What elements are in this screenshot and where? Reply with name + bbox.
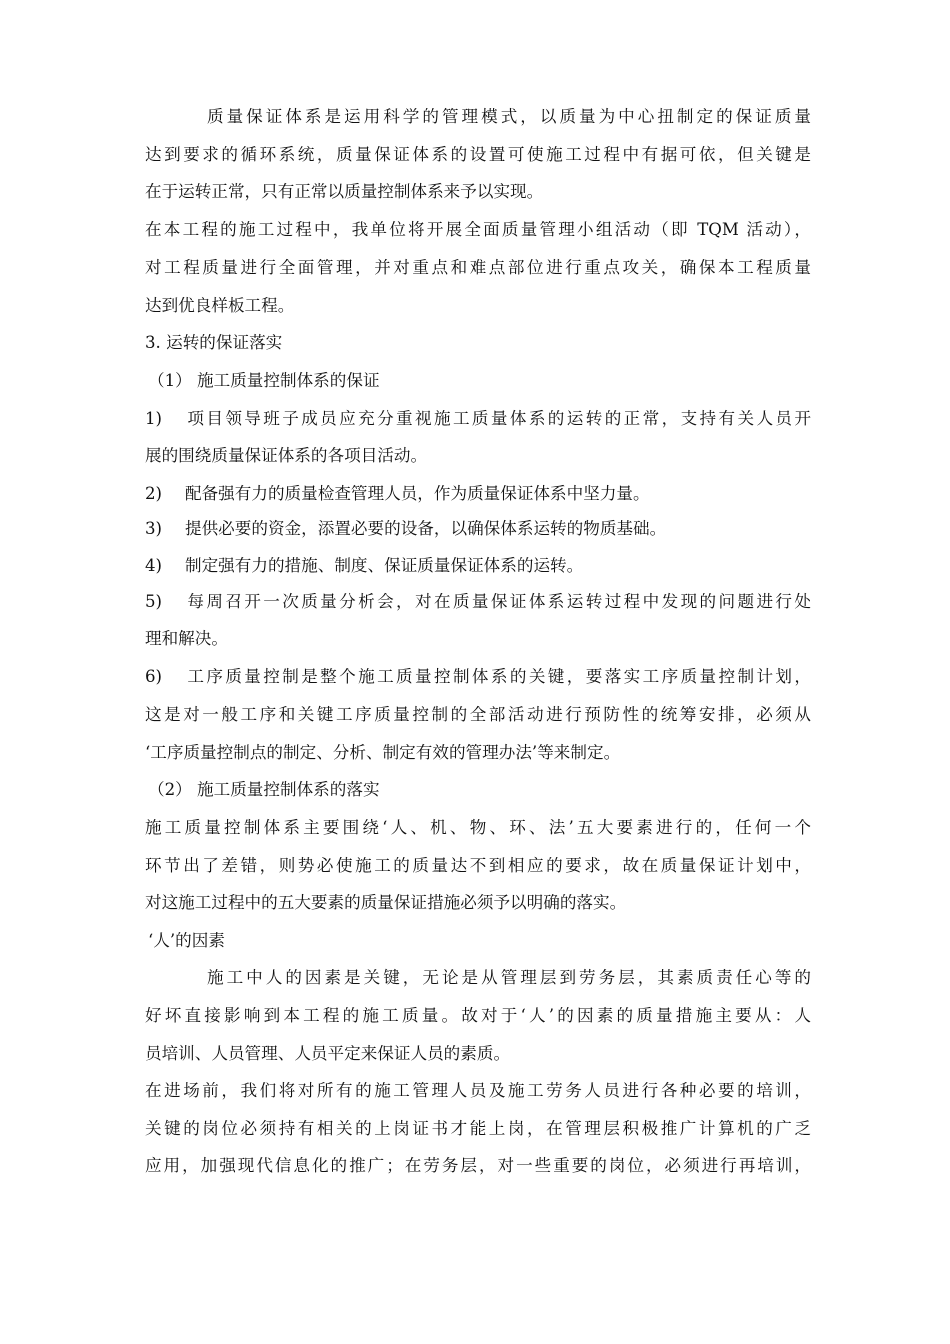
subsection-heading: （1） 施工质量控制体系的保证 (148, 371, 380, 390)
para-line: 对这施工过程中的五大要素的质量保证措施必须予以明确的落实。 (145, 893, 627, 912)
list-item (145, 407, 811, 431)
para-line: 环节出了差错，则势必使施工的质量达不到相应的要求，故在质量保证计划中， (145, 856, 811, 875)
para-line: ‘工序质量控制点的制定、分析、制定有效的管理办法’等来制定。 (145, 743, 621, 762)
para-line: 达到要求的循环系统，质量保证体系的设置可使施工过程中有据可依，但关键是 (145, 145, 811, 164)
para-line: 展的围绕质量保证体系的各项目活动。 (145, 446, 428, 465)
para-line: 达到优良样板工程。 (145, 296, 295, 315)
section-heading: 3. 运转的保证落实 (145, 333, 283, 352)
para-line: 好坏直接影响到本工程的施工质量。故对于‘人’的因素的质量措施主要从：人 (145, 1006, 811, 1025)
list-item (145, 590, 811, 614)
list-text: 每周召开一次质量分析会，对在质量保证体系运转过程中发现的问题进行处 (185, 592, 811, 611)
list-item (145, 554, 811, 578)
list-marker: 5) (145, 592, 163, 611)
list-text: 工序质量控制是整个施工质量控制体系的关键，要落实工序质量控制计划， (185, 667, 811, 686)
list-item (145, 665, 811, 689)
list-marker: 1) (145, 409, 163, 428)
list-item (145, 517, 811, 541)
para-line: 员培训、人员管理、人员平定来保证人员的素质。 (145, 1044, 511, 1063)
list-text: 提供必要的资金，添置必要的设备，以确保体系运转的物质基础。 (185, 519, 667, 538)
para-line: 应用，加强现代信息化的推广；在劳务层，对一些重要的岗位，必须进行再培训， (145, 1156, 811, 1175)
list-marker: 3) (145, 519, 163, 538)
factor-heading: ‘人’的因素 (148, 931, 225, 950)
list-marker: 6) (145, 667, 163, 686)
list-marker: 2) (145, 484, 163, 503)
list-marker: 4) (145, 556, 163, 575)
para-line: 关键的岗位必须持有相关的上岗证书才能上岗，在管理层积极推广计算机的广乏 (145, 1119, 811, 1138)
para-line: 施工质量控制体系主要围绕‘人、机、物、环、法’五大要素进行的，任何一个 (145, 818, 811, 837)
para-line: 施工中人的因素是关键，无论是从管理层到劳务层，其素质责任心等的 (207, 968, 811, 987)
para-line: 这是对一般工序和关键工序质量控制的全部活动进行预防性的统筹安排，必须从 (145, 705, 811, 724)
subsection-heading: （2） 施工质量控制体系的落实 (148, 780, 380, 799)
para-line: 对工程质量进行全面管理，并对重点和难点部位进行重点攻关，确保本工程质量 (145, 258, 811, 277)
para-line: 在本工程的施工过程中，我单位将开展全面质量管理小组活动（即 TQM 活动）， (145, 220, 811, 239)
list-text: 项目领导班子成员应充分重视施工质量体系的运转的正常，支持有关人员开 (185, 409, 811, 428)
para-line: 理和解决。 (145, 629, 228, 648)
list-text: 配备强有力的质量检查管理人员，作为质量保证体系中坚力量。 (185, 484, 650, 503)
list-text: 制定强有力的措施、制度、保证质量保证体系的运转。 (185, 556, 584, 575)
list-item (145, 482, 811, 506)
para-line: 在于运转正常，只有正常以质量控制体系来予以实现。 (145, 182, 544, 201)
para-line: 质量保证体系是运用科学的管理模式，以质量为中心扭制定的保证质量 (207, 107, 811, 126)
para-line: 在进场前，我们将对所有的施工管理人员及施工劳务人员进行各种必要的培训， (145, 1081, 811, 1100)
